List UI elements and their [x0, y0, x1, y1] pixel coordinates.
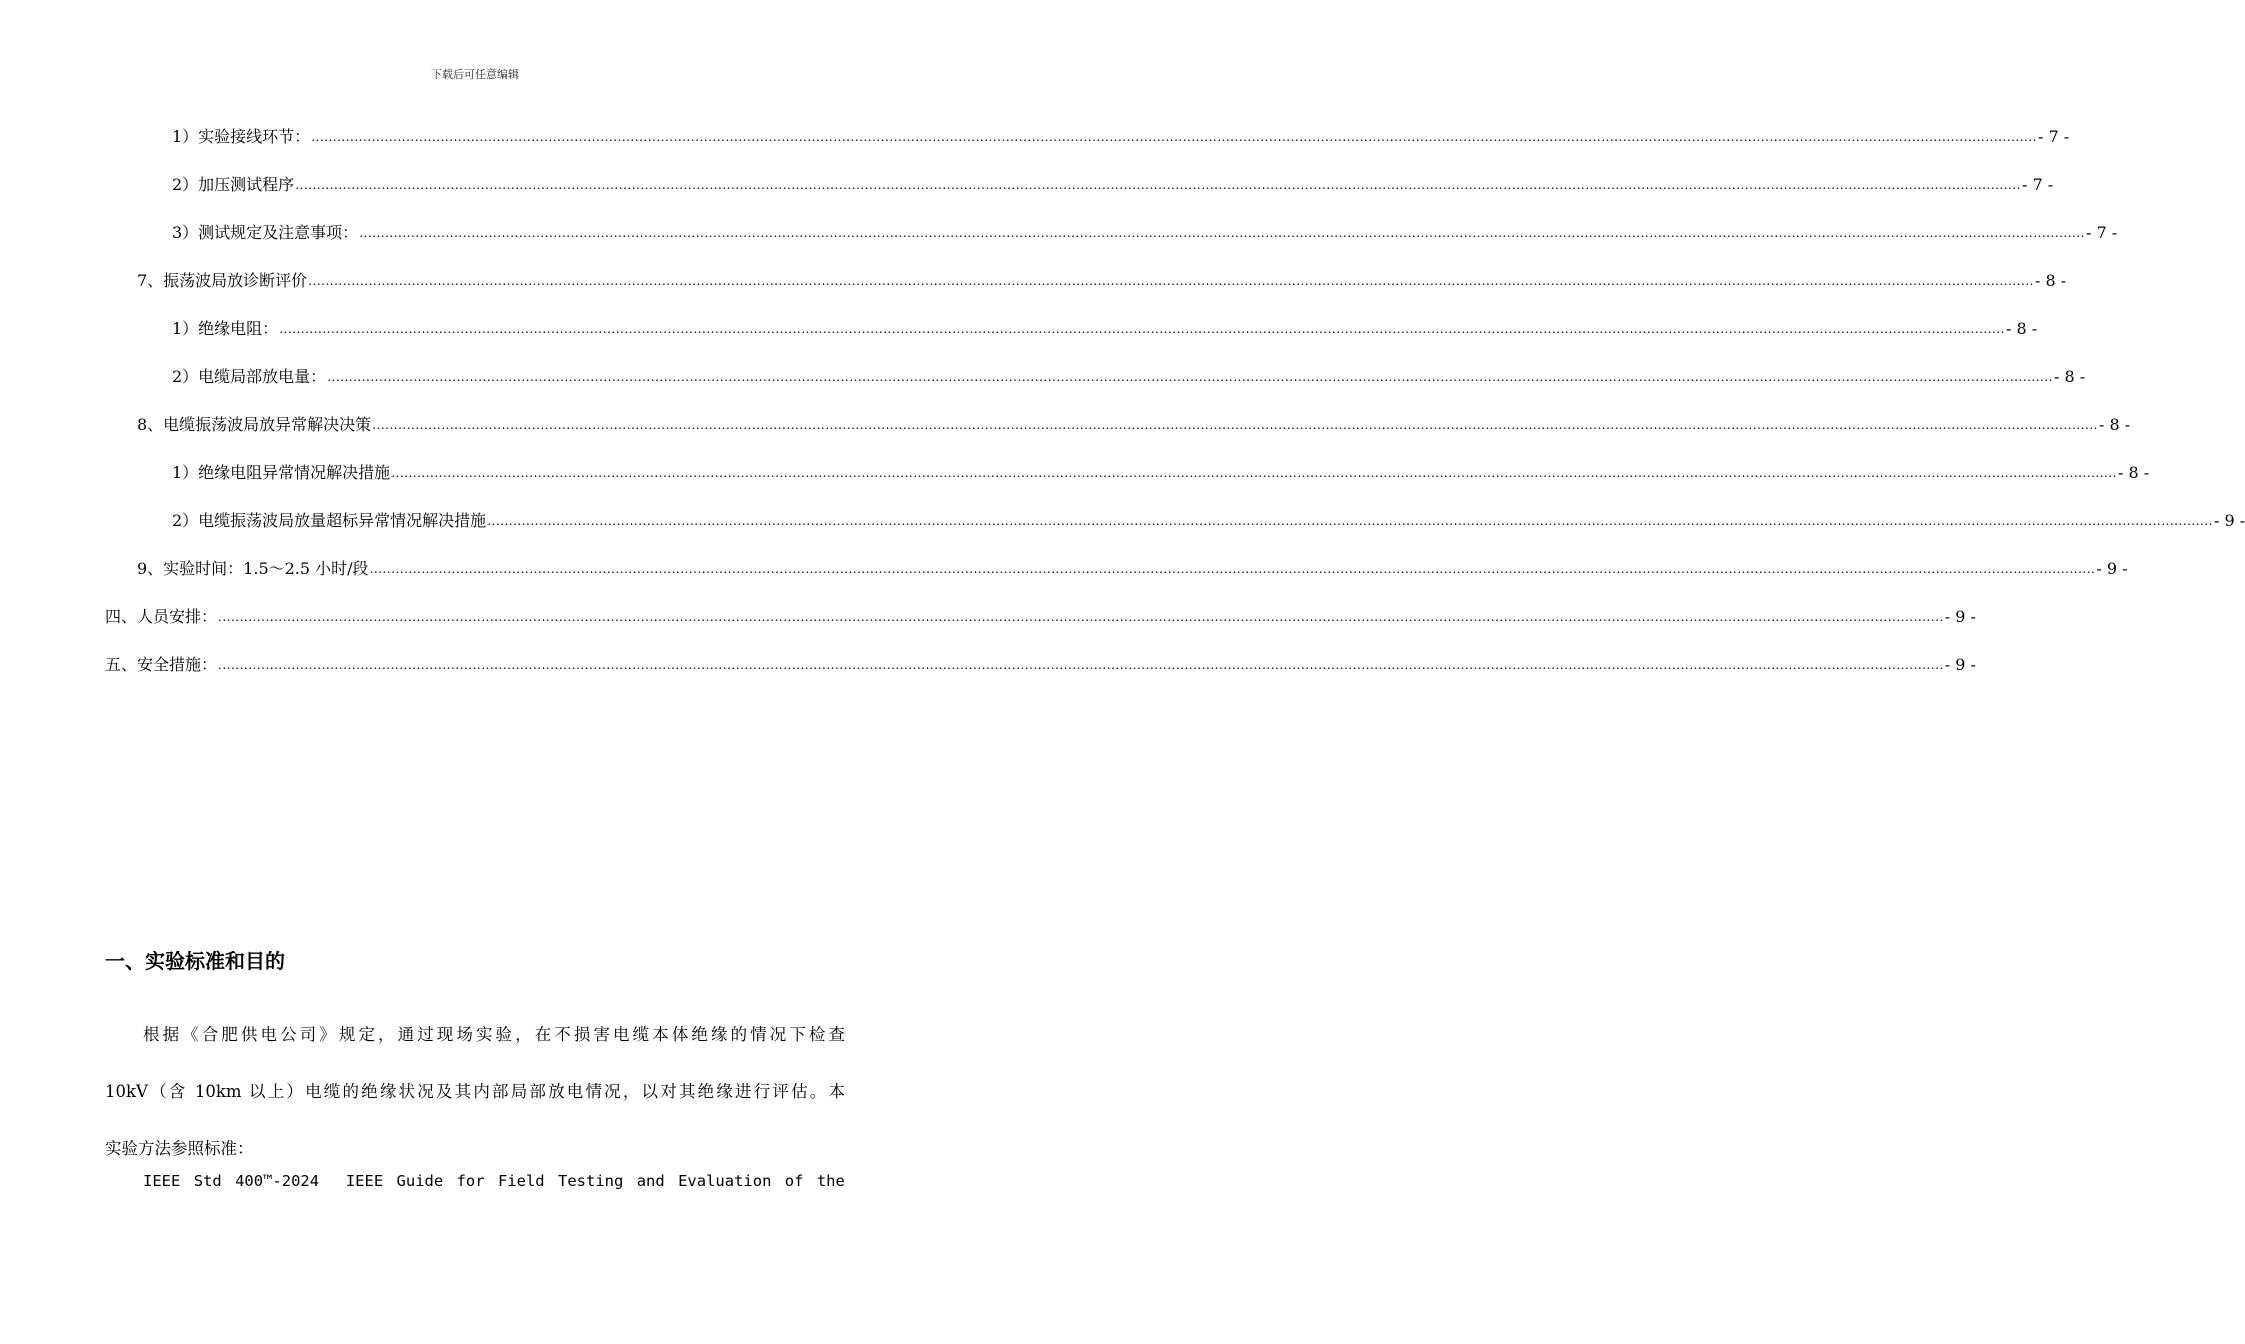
toc-leader-dots: ................................................................................................................................................................................................................................................................................................................................................................................................................ [372, 418, 2098, 432]
toc-page-number: - 7 - [2037, 127, 2070, 146]
toc-entry-text: 8、电缆振荡波局放异常解决决策 [137, 415, 372, 434]
toc-entry-text: 五、安全措施： [105, 655, 218, 674]
toc-leader-dots: ................................................................................................................................................................................................................................................................................................................................................................................................................ [327, 370, 2053, 384]
paragraph-line: 实验方法参照标准： [105, 1139, 254, 1158]
standard-word: the [816, 1172, 845, 1190]
toc-leader-dots: ................................................................................................................................................................................................................................................................................................................................................................................................................ [391, 466, 2117, 480]
toc-entry-text: 9、实验时间：1.5～2.5 小时/段 [137, 559, 369, 578]
toc-leader-dots: ................................................................................................................................................................................................................................................................................................................................................................................................................ [369, 562, 2096, 576]
toc-leader-dots: ................................................................................................................................................................................................................................................................................................................................................................................................................ [218, 610, 1944, 624]
toc-entry-text: 2）加压测试程序 [172, 175, 295, 194]
section-title: 一、实验标准和目的 [105, 949, 285, 973]
toc-entry-text: 1）实验接线环节： [172, 127, 311, 146]
standard-word: Field [497, 1172, 545, 1190]
toc-leader-dots: ................................................................................................................................................................................................................................................................................................................................................................................................................ [308, 274, 2034, 288]
toc-line[interactable] [0, 605, 1976, 629]
toc-line[interactable] [0, 173, 2054, 197]
toc-entry-text: 2）电缆局部放电量： [172, 367, 327, 386]
standard-word: Evaluation [678, 1172, 772, 1190]
paragraph-line: 根据《合肥供电公司》规定，通过现场实验，在不损害电缆本体绝缘的情况下检查 [143, 1025, 845, 1044]
toc-line[interactable] [0, 317, 2038, 341]
standard-word: IEEE [345, 1172, 384, 1190]
toc-page-number: - 8 - [2098, 415, 2131, 434]
toc-page-number: - 8 - [2005, 319, 2038, 338]
toc-line[interactable] [0, 365, 2086, 389]
toc-page-number: - 9 - [2213, 511, 2245, 530]
page-header: 下载后可任意编辑 [431, 68, 519, 81]
toc-entry-text: 2）电缆振荡波局放量超标异常情况解决措施 [172, 511, 487, 530]
toc-line[interactable] [0, 461, 2150, 485]
body-paragraph [105, 1006, 845, 1177]
toc-page-number: - 9 - [2096, 559, 2128, 578]
toc-page-number: - 8 - [2117, 463, 2150, 482]
toc-leader-dots: ................................................................................................................................................................................................................................................................................................................................................................................................................ [359, 226, 2085, 240]
toc-page-number: - 9 - [1944, 607, 1976, 626]
standard-word: Guide [396, 1172, 444, 1190]
standard-word: for [456, 1172, 485, 1190]
toc-entry-text: 1）绝缘电阻异常情况解决措施 [172, 463, 391, 482]
toc-page-number: - 7 - [2021, 175, 2054, 194]
standard-word: Testing [558, 1172, 624, 1190]
paragraph-line: 10kV（含 10km 以上）电缆的绝缘状况及其内部局部放电情况，以对其绝缘进行评估。本 [105, 1082, 845, 1101]
toc-page-number: - 9 - [1944, 655, 1976, 674]
toc-page-number: - 8 - [2034, 271, 2067, 290]
standard-word: and [636, 1172, 665, 1190]
standard-reference-line [143, 1172, 845, 1190]
toc-line[interactable] [0, 653, 1976, 677]
toc-page-number: - 7 - [2085, 223, 2118, 242]
toc-page-number: - 8 - [2053, 367, 2086, 386]
standard-word: of [784, 1172, 804, 1190]
toc-leader-dots: ................................................................................................................................................................................................................................................................................................................................................................................................................ [295, 178, 2021, 192]
toc-line[interactable] [0, 269, 2067, 293]
toc-leader-dots: ................................................................................................................................................................................................................................................................................................................................................................................................................ [279, 322, 2005, 336]
standard-word: IEEE [143, 1172, 181, 1190]
toc-leader-dots: ................................................................................................................................................................................................................................................................................................................................................................................................................ [218, 658, 1944, 672]
toc-entry-text: 1）绝缘电阻： [172, 319, 279, 338]
standard-word: 400™-2024 [235, 1172, 320, 1190]
toc-line[interactable] [0, 413, 2131, 437]
toc-line[interactable] [0, 557, 2128, 581]
toc-line[interactable] [0, 509, 2245, 533]
standard-word: Std [193, 1172, 222, 1190]
toc-entry-text: 四、人员安排： [105, 607, 218, 626]
toc-line[interactable] [0, 125, 2070, 149]
toc-leader-dots: ................................................................................................................................................................................................................................................................................................................................................................................................................ [311, 130, 2037, 144]
toc-entry-text: 3）测试规定及注意事项： [172, 223, 359, 242]
toc-entry-text: 7、振荡波局放诊断评价 [137, 271, 308, 290]
toc-line[interactable] [0, 221, 2118, 245]
toc-leader-dots: ................................................................................................................................................................................................................................................................................................................................................................................................................ [487, 514, 2213, 528]
